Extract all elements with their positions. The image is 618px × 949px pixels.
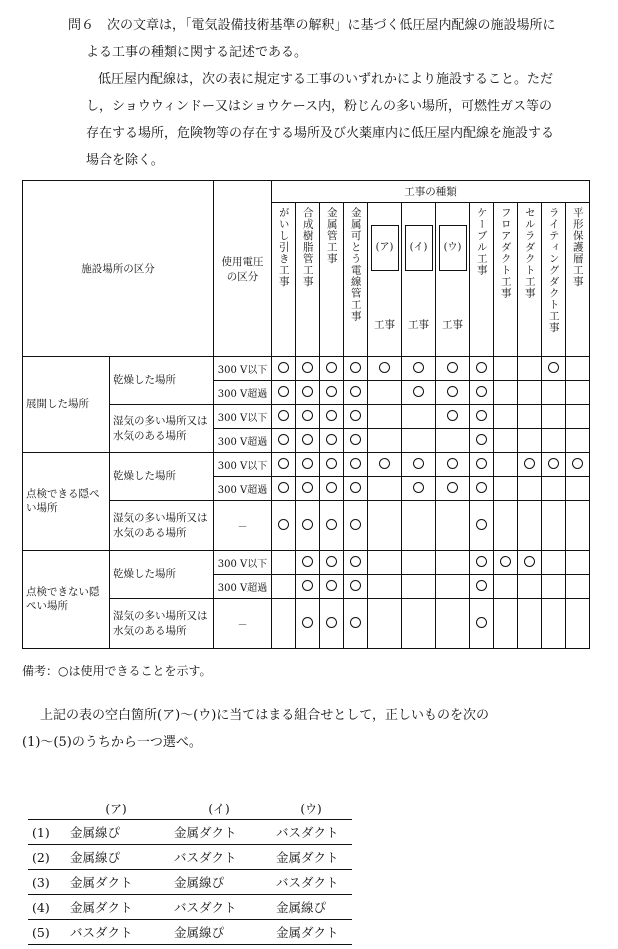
place-category: 点検できる隠ぺい場所 bbox=[23, 453, 110, 551]
wiring-method-table bbox=[22, 180, 590, 649]
header-work-types: 工事の種類 bbox=[272, 181, 590, 203]
voltage-cell: 300 V以下 bbox=[214, 405, 272, 429]
blank-koji-label: 工事 bbox=[374, 319, 395, 331]
circle-mark bbox=[350, 362, 361, 373]
circle-mark bbox=[413, 482, 424, 493]
column-header bbox=[296, 203, 320, 357]
prompt-line-1: 上記の表の空白箇所(ア)～(ウ)に当てはまる組合せとして，正しいものを次の bbox=[40, 708, 490, 723]
circle-mark bbox=[302, 434, 313, 445]
answer-header-c: (ウ) bbox=[300, 801, 322, 816]
usage-cell bbox=[494, 357, 518, 381]
column-header bbox=[320, 203, 344, 357]
usage-cell bbox=[296, 501, 320, 551]
blank-box: (ウ) bbox=[439, 225, 467, 271]
usage-cell bbox=[402, 381, 436, 405]
condition-category: 湿気の多い場所又は水気のある場所 bbox=[110, 501, 214, 551]
usage-cell bbox=[272, 357, 296, 381]
usage-cell bbox=[542, 405, 566, 429]
usage-cell bbox=[272, 575, 296, 599]
prompt-line-2: (1)～(5)のうちから一つ選べ。 bbox=[22, 735, 202, 750]
column-header bbox=[272, 203, 296, 357]
voltage-cell: 300 V超過 bbox=[214, 477, 272, 501]
circle-mark bbox=[500, 556, 511, 567]
usage-cell bbox=[368, 357, 402, 381]
circle-mark bbox=[447, 482, 458, 493]
circle-mark bbox=[548, 458, 559, 469]
usage-cell bbox=[542, 453, 566, 477]
condition-category: 湿気の多い場所又は水気のある場所 bbox=[110, 599, 214, 649]
circle-mark bbox=[350, 617, 361, 628]
usage-cell bbox=[518, 575, 542, 599]
usage-cell bbox=[296, 551, 320, 575]
usage-cell bbox=[436, 357, 470, 381]
circle-mark bbox=[302, 556, 313, 567]
usage-cell bbox=[344, 599, 368, 649]
column-label: ケーブル工事 bbox=[475, 207, 488, 276]
answer-header-b: (イ) bbox=[208, 801, 230, 816]
usage-cell bbox=[566, 453, 590, 477]
blank-koji-label: 工事 bbox=[442, 319, 463, 331]
usage-cell bbox=[436, 477, 470, 501]
usage-cell bbox=[296, 453, 320, 477]
circle-mark bbox=[278, 410, 289, 421]
usage-cell bbox=[320, 551, 344, 575]
usage-cell bbox=[296, 575, 320, 599]
usage-cell bbox=[566, 599, 590, 649]
usage-cell bbox=[344, 405, 368, 429]
column-label: セルラダクト工事 bbox=[523, 207, 536, 299]
usage-cell bbox=[566, 575, 590, 599]
question-line-4: し，ショウウィンドー又はショウケース内，粉じんの多い場所，可燃性ガス等の bbox=[86, 99, 553, 114]
usage-cell bbox=[436, 405, 470, 429]
circle-mark bbox=[326, 519, 337, 530]
circle-mark bbox=[476, 458, 487, 469]
table-note: 備考：○は使用できることを示す。 bbox=[22, 664, 212, 678]
usage-cell bbox=[470, 551, 494, 575]
header-voltage-category: 使用電圧の区分 bbox=[214, 181, 272, 357]
usage-cell bbox=[402, 453, 436, 477]
condition-category: 乾燥した場所 bbox=[110, 357, 214, 405]
usage-cell bbox=[272, 551, 296, 575]
circle-mark bbox=[350, 386, 361, 397]
usage-cell bbox=[518, 405, 542, 429]
condition-category: 乾燥した場所 bbox=[110, 453, 214, 501]
usage-cell bbox=[518, 381, 542, 405]
question-line-6: 場合を除く。 bbox=[86, 153, 164, 168]
usage-cell bbox=[402, 405, 436, 429]
usage-cell bbox=[542, 381, 566, 405]
circle-mark bbox=[350, 458, 361, 469]
circle-mark bbox=[278, 386, 289, 397]
usage-cell bbox=[368, 501, 402, 551]
usage-cell bbox=[494, 453, 518, 477]
usage-cell bbox=[494, 501, 518, 551]
usage-cell bbox=[402, 551, 436, 575]
usage-cell bbox=[296, 405, 320, 429]
option-c: 金属ダクト bbox=[270, 920, 352, 945]
usage-cell bbox=[272, 405, 296, 429]
usage-cell bbox=[320, 357, 344, 381]
table-row bbox=[23, 453, 590, 477]
usage-cell bbox=[344, 501, 368, 551]
usage-cell bbox=[542, 501, 566, 551]
circle-mark bbox=[326, 482, 337, 493]
header-place-category: 施設場所の区分 bbox=[23, 181, 214, 357]
usage-cell bbox=[402, 477, 436, 501]
circle-mark bbox=[278, 458, 289, 469]
usage-cell bbox=[272, 501, 296, 551]
column-header bbox=[494, 203, 518, 357]
usage-cell bbox=[344, 429, 368, 453]
option-c: 金属線ぴ bbox=[270, 895, 352, 920]
circle-mark bbox=[350, 580, 361, 591]
usage-cell bbox=[470, 357, 494, 381]
usage-cell bbox=[296, 429, 320, 453]
usage-cell bbox=[320, 453, 344, 477]
usage-cell bbox=[344, 575, 368, 599]
usage-cell bbox=[272, 453, 296, 477]
usage-cell bbox=[470, 599, 494, 649]
option-a: 金属線ぴ bbox=[64, 845, 168, 870]
usage-cell bbox=[494, 575, 518, 599]
circle-mark bbox=[350, 434, 361, 445]
voltage-cell: 300 V以下 bbox=[214, 453, 272, 477]
usage-cell bbox=[566, 429, 590, 453]
circle-mark bbox=[476, 580, 487, 591]
usage-cell bbox=[402, 357, 436, 381]
circle-mark bbox=[350, 519, 361, 530]
usage-cell bbox=[494, 477, 518, 501]
usage-cell bbox=[518, 599, 542, 649]
usage-cell bbox=[542, 551, 566, 575]
usage-cell bbox=[470, 381, 494, 405]
voltage-cell: － bbox=[214, 501, 272, 551]
usage-cell bbox=[436, 381, 470, 405]
usage-cell bbox=[542, 477, 566, 501]
usage-cell bbox=[320, 429, 344, 453]
usage-cell bbox=[344, 381, 368, 405]
option-a: 金属ダクト bbox=[64, 895, 168, 920]
usage-cell bbox=[518, 551, 542, 575]
circle-mark bbox=[476, 362, 487, 373]
usage-cell bbox=[436, 551, 470, 575]
circle-mark bbox=[476, 556, 487, 567]
usage-cell bbox=[542, 357, 566, 381]
circle-mark bbox=[326, 458, 337, 469]
usage-cell bbox=[566, 405, 590, 429]
table-row bbox=[23, 551, 590, 575]
circle-mark bbox=[524, 458, 535, 469]
usage-cell bbox=[436, 501, 470, 551]
usage-cell bbox=[368, 575, 402, 599]
circle-mark bbox=[302, 362, 313, 373]
answer-option-row[interactable] bbox=[28, 845, 352, 870]
circle-mark bbox=[413, 386, 424, 397]
circle-mark bbox=[379, 458, 390, 469]
usage-cell bbox=[368, 551, 402, 575]
circle-mark bbox=[278, 362, 289, 373]
circle-mark bbox=[447, 458, 458, 469]
option-c: バスダクト bbox=[270, 820, 352, 845]
voltage-cell: 300 V以下 bbox=[214, 551, 272, 575]
usage-cell bbox=[470, 477, 494, 501]
option-a: 金属線ぴ bbox=[64, 820, 168, 845]
circle-mark bbox=[302, 519, 313, 530]
column-header bbox=[344, 203, 368, 357]
usage-cell bbox=[436, 453, 470, 477]
usage-cell bbox=[566, 551, 590, 575]
usage-cell bbox=[296, 477, 320, 501]
usage-cell bbox=[518, 501, 542, 551]
answer-header-a: (ア) bbox=[105, 801, 127, 816]
option-number: (4) bbox=[28, 895, 64, 920]
answer-option-row[interactable] bbox=[28, 870, 352, 895]
usage-cell bbox=[344, 477, 368, 501]
usage-cell bbox=[494, 381, 518, 405]
circle-mark bbox=[278, 482, 289, 493]
usage-cell bbox=[344, 357, 368, 381]
usage-cell bbox=[296, 599, 320, 649]
usage-cell bbox=[402, 575, 436, 599]
column-header bbox=[402, 203, 436, 357]
usage-cell bbox=[272, 429, 296, 453]
blank-box: (イ) bbox=[405, 225, 433, 271]
circle-mark bbox=[302, 580, 313, 591]
circle-mark bbox=[278, 519, 289, 530]
circle-mark bbox=[326, 410, 337, 421]
option-number: (1) bbox=[28, 820, 64, 845]
voltage-cell: 300 V超過 bbox=[214, 575, 272, 599]
column-label: がいし引き工事 bbox=[277, 207, 290, 288]
answer-option-row[interactable] bbox=[28, 895, 352, 920]
usage-cell bbox=[368, 429, 402, 453]
usage-cell bbox=[344, 551, 368, 575]
usage-cell bbox=[368, 405, 402, 429]
option-b: 金属線ぴ bbox=[168, 870, 270, 895]
circle-mark bbox=[302, 482, 313, 493]
usage-cell bbox=[320, 599, 344, 649]
usage-cell bbox=[542, 599, 566, 649]
usage-cell bbox=[344, 453, 368, 477]
condition-category: 乾燥した場所 bbox=[110, 551, 214, 599]
column-header bbox=[436, 203, 470, 357]
usage-cell bbox=[494, 551, 518, 575]
usage-cell bbox=[494, 599, 518, 649]
column-header bbox=[518, 203, 542, 357]
usage-cell bbox=[320, 501, 344, 551]
blank-box: (ア) bbox=[371, 225, 399, 271]
usage-cell bbox=[518, 429, 542, 453]
option-b: バスダクト bbox=[168, 845, 270, 870]
circle-mark bbox=[350, 556, 361, 567]
circle-mark bbox=[350, 482, 361, 493]
condition-category: 湿気の多い場所又は水気のある場所 bbox=[110, 405, 214, 453]
circle-mark bbox=[278, 434, 289, 445]
option-a: バスダクト bbox=[64, 920, 168, 945]
column-label: 金属管工事 bbox=[325, 207, 338, 265]
column-header bbox=[368, 203, 402, 357]
circle-mark bbox=[476, 434, 487, 445]
usage-cell bbox=[320, 405, 344, 429]
circle-mark bbox=[326, 617, 337, 628]
circle-mark bbox=[302, 458, 313, 469]
circle-mark bbox=[302, 410, 313, 421]
column-label: 平形保護層工事 bbox=[571, 207, 584, 288]
circle-mark bbox=[413, 362, 424, 373]
circle-mark bbox=[572, 458, 583, 469]
place-category: 点検できない隠ぺい場所 bbox=[23, 551, 110, 649]
column-header bbox=[470, 203, 494, 357]
circle-mark bbox=[326, 580, 337, 591]
usage-cell bbox=[272, 599, 296, 649]
usage-cell bbox=[518, 477, 542, 501]
circle-mark bbox=[447, 386, 458, 397]
usage-cell bbox=[368, 599, 402, 649]
circle-mark bbox=[476, 386, 487, 397]
circle-mark bbox=[548, 362, 559, 373]
column-label: 合成樹脂管工事 bbox=[301, 207, 314, 288]
column-label: ライティングダクト工事 bbox=[547, 207, 560, 334]
column-header bbox=[566, 203, 590, 357]
usage-cell bbox=[436, 575, 470, 599]
usage-cell bbox=[296, 357, 320, 381]
usage-cell bbox=[470, 501, 494, 551]
circle-mark bbox=[302, 386, 313, 397]
option-c: 金属ダクト bbox=[270, 845, 352, 870]
circle-mark bbox=[476, 617, 487, 628]
usage-cell bbox=[470, 453, 494, 477]
circle-mark bbox=[379, 362, 390, 373]
usage-cell bbox=[320, 381, 344, 405]
usage-cell bbox=[272, 381, 296, 405]
voltage-cell: 300 V超過 bbox=[214, 381, 272, 405]
circle-mark bbox=[326, 434, 337, 445]
option-a: 金属ダクト bbox=[64, 870, 168, 895]
question-line-1: 問６ 次の文章は，「電気設備技術基準の解釈」に基づく低圧屋内配線の施設場所に bbox=[68, 18, 556, 33]
usage-cell bbox=[494, 405, 518, 429]
circle-mark bbox=[326, 556, 337, 567]
usage-cell bbox=[470, 405, 494, 429]
usage-cell bbox=[566, 477, 590, 501]
option-b: 金属ダクト bbox=[168, 820, 270, 845]
usage-cell bbox=[436, 429, 470, 453]
answer-options-table bbox=[28, 797, 352, 945]
circle-mark bbox=[447, 362, 458, 373]
option-b: 金属線ぴ bbox=[168, 920, 270, 945]
place-category: 展開した場所 bbox=[23, 357, 110, 453]
circle-mark bbox=[524, 556, 535, 567]
usage-cell bbox=[296, 381, 320, 405]
option-b: バスダクト bbox=[168, 895, 270, 920]
usage-cell bbox=[402, 501, 436, 551]
usage-cell bbox=[368, 381, 402, 405]
question-line-3: 低圧屋内配線は，次の表に規定する工事のいずれかにより施設すること。ただ bbox=[98, 72, 554, 87]
question-line-2: よる工事の種類に関する記述である。 bbox=[86, 45, 308, 60]
answer-option-row[interactable] bbox=[28, 920, 352, 945]
question-line-5: 存在する場所，危険物等の存在する場所及び火薬庫内に低圧屋内配線を施設する bbox=[86, 126, 555, 141]
option-number: (5) bbox=[28, 920, 64, 945]
option-number: (3) bbox=[28, 870, 64, 895]
blank-koji-label: 工事 bbox=[408, 319, 429, 331]
usage-cell bbox=[368, 477, 402, 501]
circle-mark bbox=[476, 410, 487, 421]
usage-cell bbox=[542, 575, 566, 599]
table-row bbox=[23, 357, 590, 381]
voltage-cell: 300 V以下 bbox=[214, 357, 272, 381]
usage-cell bbox=[542, 429, 566, 453]
circle-mark bbox=[413, 458, 424, 469]
circle-mark bbox=[476, 482, 487, 493]
usage-cell bbox=[566, 357, 590, 381]
usage-cell bbox=[566, 501, 590, 551]
usage-cell bbox=[436, 599, 470, 649]
answer-option-row[interactable] bbox=[28, 820, 352, 845]
circle-mark bbox=[302, 617, 313, 628]
option-c: バスダクト bbox=[270, 870, 352, 895]
usage-cell bbox=[470, 429, 494, 453]
usage-cell bbox=[518, 453, 542, 477]
usage-cell bbox=[470, 575, 494, 599]
circle-mark bbox=[447, 410, 458, 421]
usage-cell bbox=[272, 477, 296, 501]
circle-mark bbox=[326, 362, 337, 373]
usage-cell bbox=[402, 429, 436, 453]
usage-cell bbox=[320, 575, 344, 599]
circle-mark bbox=[326, 386, 337, 397]
usage-cell bbox=[402, 599, 436, 649]
usage-cell bbox=[320, 477, 344, 501]
usage-cell bbox=[368, 453, 402, 477]
usage-cell bbox=[566, 381, 590, 405]
column-label: フロアダクト工事 bbox=[499, 207, 512, 299]
column-label: 金属可とう電線管工事 bbox=[349, 207, 362, 322]
option-number: (2) bbox=[28, 845, 64, 870]
voltage-cell: 300 V超過 bbox=[214, 429, 272, 453]
circle-mark bbox=[350, 410, 361, 421]
circle-mark bbox=[476, 519, 487, 530]
column-header bbox=[542, 203, 566, 357]
voltage-cell: － bbox=[214, 599, 272, 649]
usage-cell bbox=[518, 357, 542, 381]
usage-cell bbox=[494, 429, 518, 453]
